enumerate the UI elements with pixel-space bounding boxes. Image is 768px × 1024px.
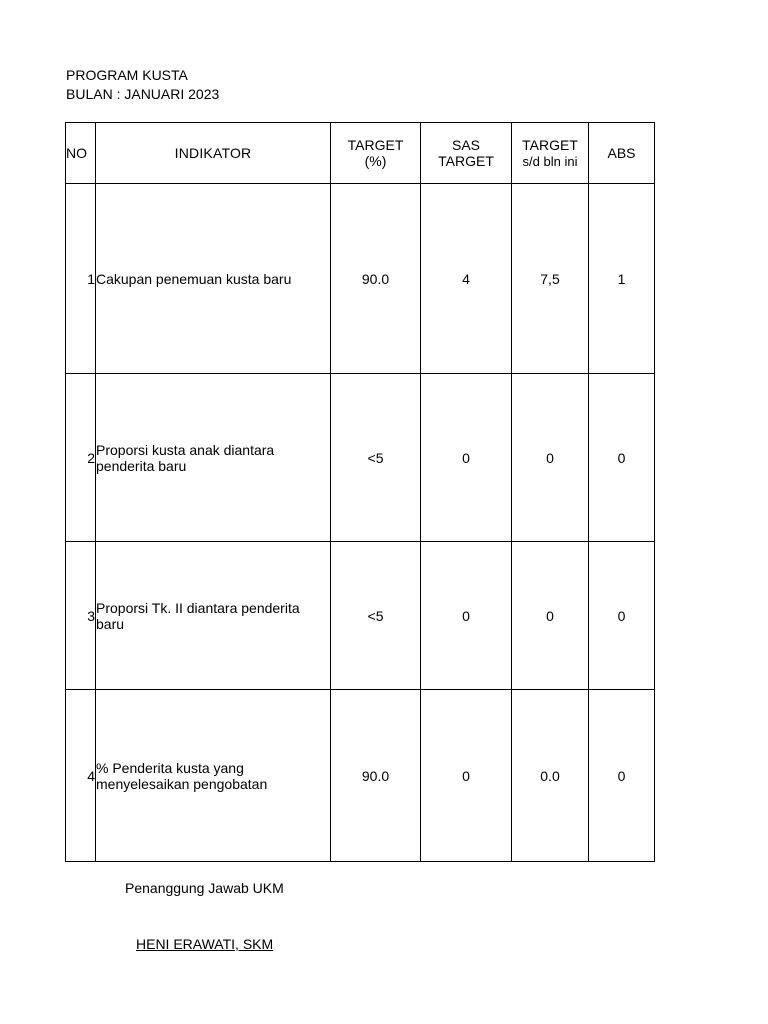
- row-abs: 0: [589, 542, 655, 690]
- header-target-sd-line2: s/d bln ini: [522, 153, 578, 169]
- header-target-line2: (%): [364, 153, 387, 169]
- row-indicator: Proporsi Tk. II diantara penderita baru: [96, 542, 331, 690]
- indicator-table: [65, 122, 655, 862]
- table-row: [66, 374, 655, 542]
- header-indikator: INDIKATOR: [96, 123, 331, 184]
- table-row: [66, 184, 655, 374]
- signatory-name: HENI ERAWATI, SKM: [136, 936, 274, 952]
- table-header-row: [66, 123, 655, 184]
- row-target: 90.0: [331, 690, 421, 862]
- header-sas-line1: SAS: [451, 137, 480, 153]
- row-indicator: Cakupan penemuan kusta baru: [96, 184, 331, 374]
- header-target-sd-line1: TARGET: [522, 136, 578, 153]
- row-indicator: Proporsi kusta anak diantara penderita baru: [96, 374, 331, 542]
- row-target: 90.0: [331, 184, 421, 374]
- row-target: <5: [331, 374, 421, 542]
- row-target: <5: [331, 542, 421, 690]
- header-sas-target: [421, 123, 512, 184]
- table-row: [66, 542, 655, 690]
- row-abs: 0: [589, 374, 655, 542]
- signature-role: Penanggung Jawab UKM: [125, 880, 284, 896]
- header-no: NO: [66, 123, 96, 184]
- header-sas-line2: TARGET: [438, 153, 494, 169]
- row-number: 1: [66, 184, 96, 374]
- program-title: PROGRAM KUSTA: [66, 67, 188, 83]
- row-number: 2: [66, 374, 96, 542]
- row-number: 3: [66, 542, 96, 690]
- row-target-sd: 7,5: [512, 184, 589, 374]
- row-sas-target: 0: [421, 690, 512, 862]
- row-sas-target: 4: [421, 184, 512, 374]
- row-abs: 0: [589, 690, 655, 862]
- row-target-sd: 0: [512, 542, 589, 690]
- row-sas-target: 0: [421, 542, 512, 690]
- report-heading: [66, 66, 219, 104]
- row-indicator: % Penderita kusta yang menyelesaikan pengobatan: [96, 690, 331, 862]
- table-row: [66, 690, 655, 862]
- header-target-sd: [512, 123, 589, 184]
- row-number: 4: [66, 690, 96, 862]
- row-target-sd: 0: [512, 374, 589, 542]
- row-sas-target: 0: [421, 374, 512, 542]
- report-period: BULAN : JANUARI 2023: [66, 86, 220, 102]
- row-target-sd: 0.0: [512, 690, 589, 862]
- header-target-line1: TARGET: [347, 137, 404, 153]
- row-abs: 1: [589, 184, 655, 374]
- header-target: [331, 123, 421, 184]
- header-abs: ABS: [589, 123, 655, 184]
